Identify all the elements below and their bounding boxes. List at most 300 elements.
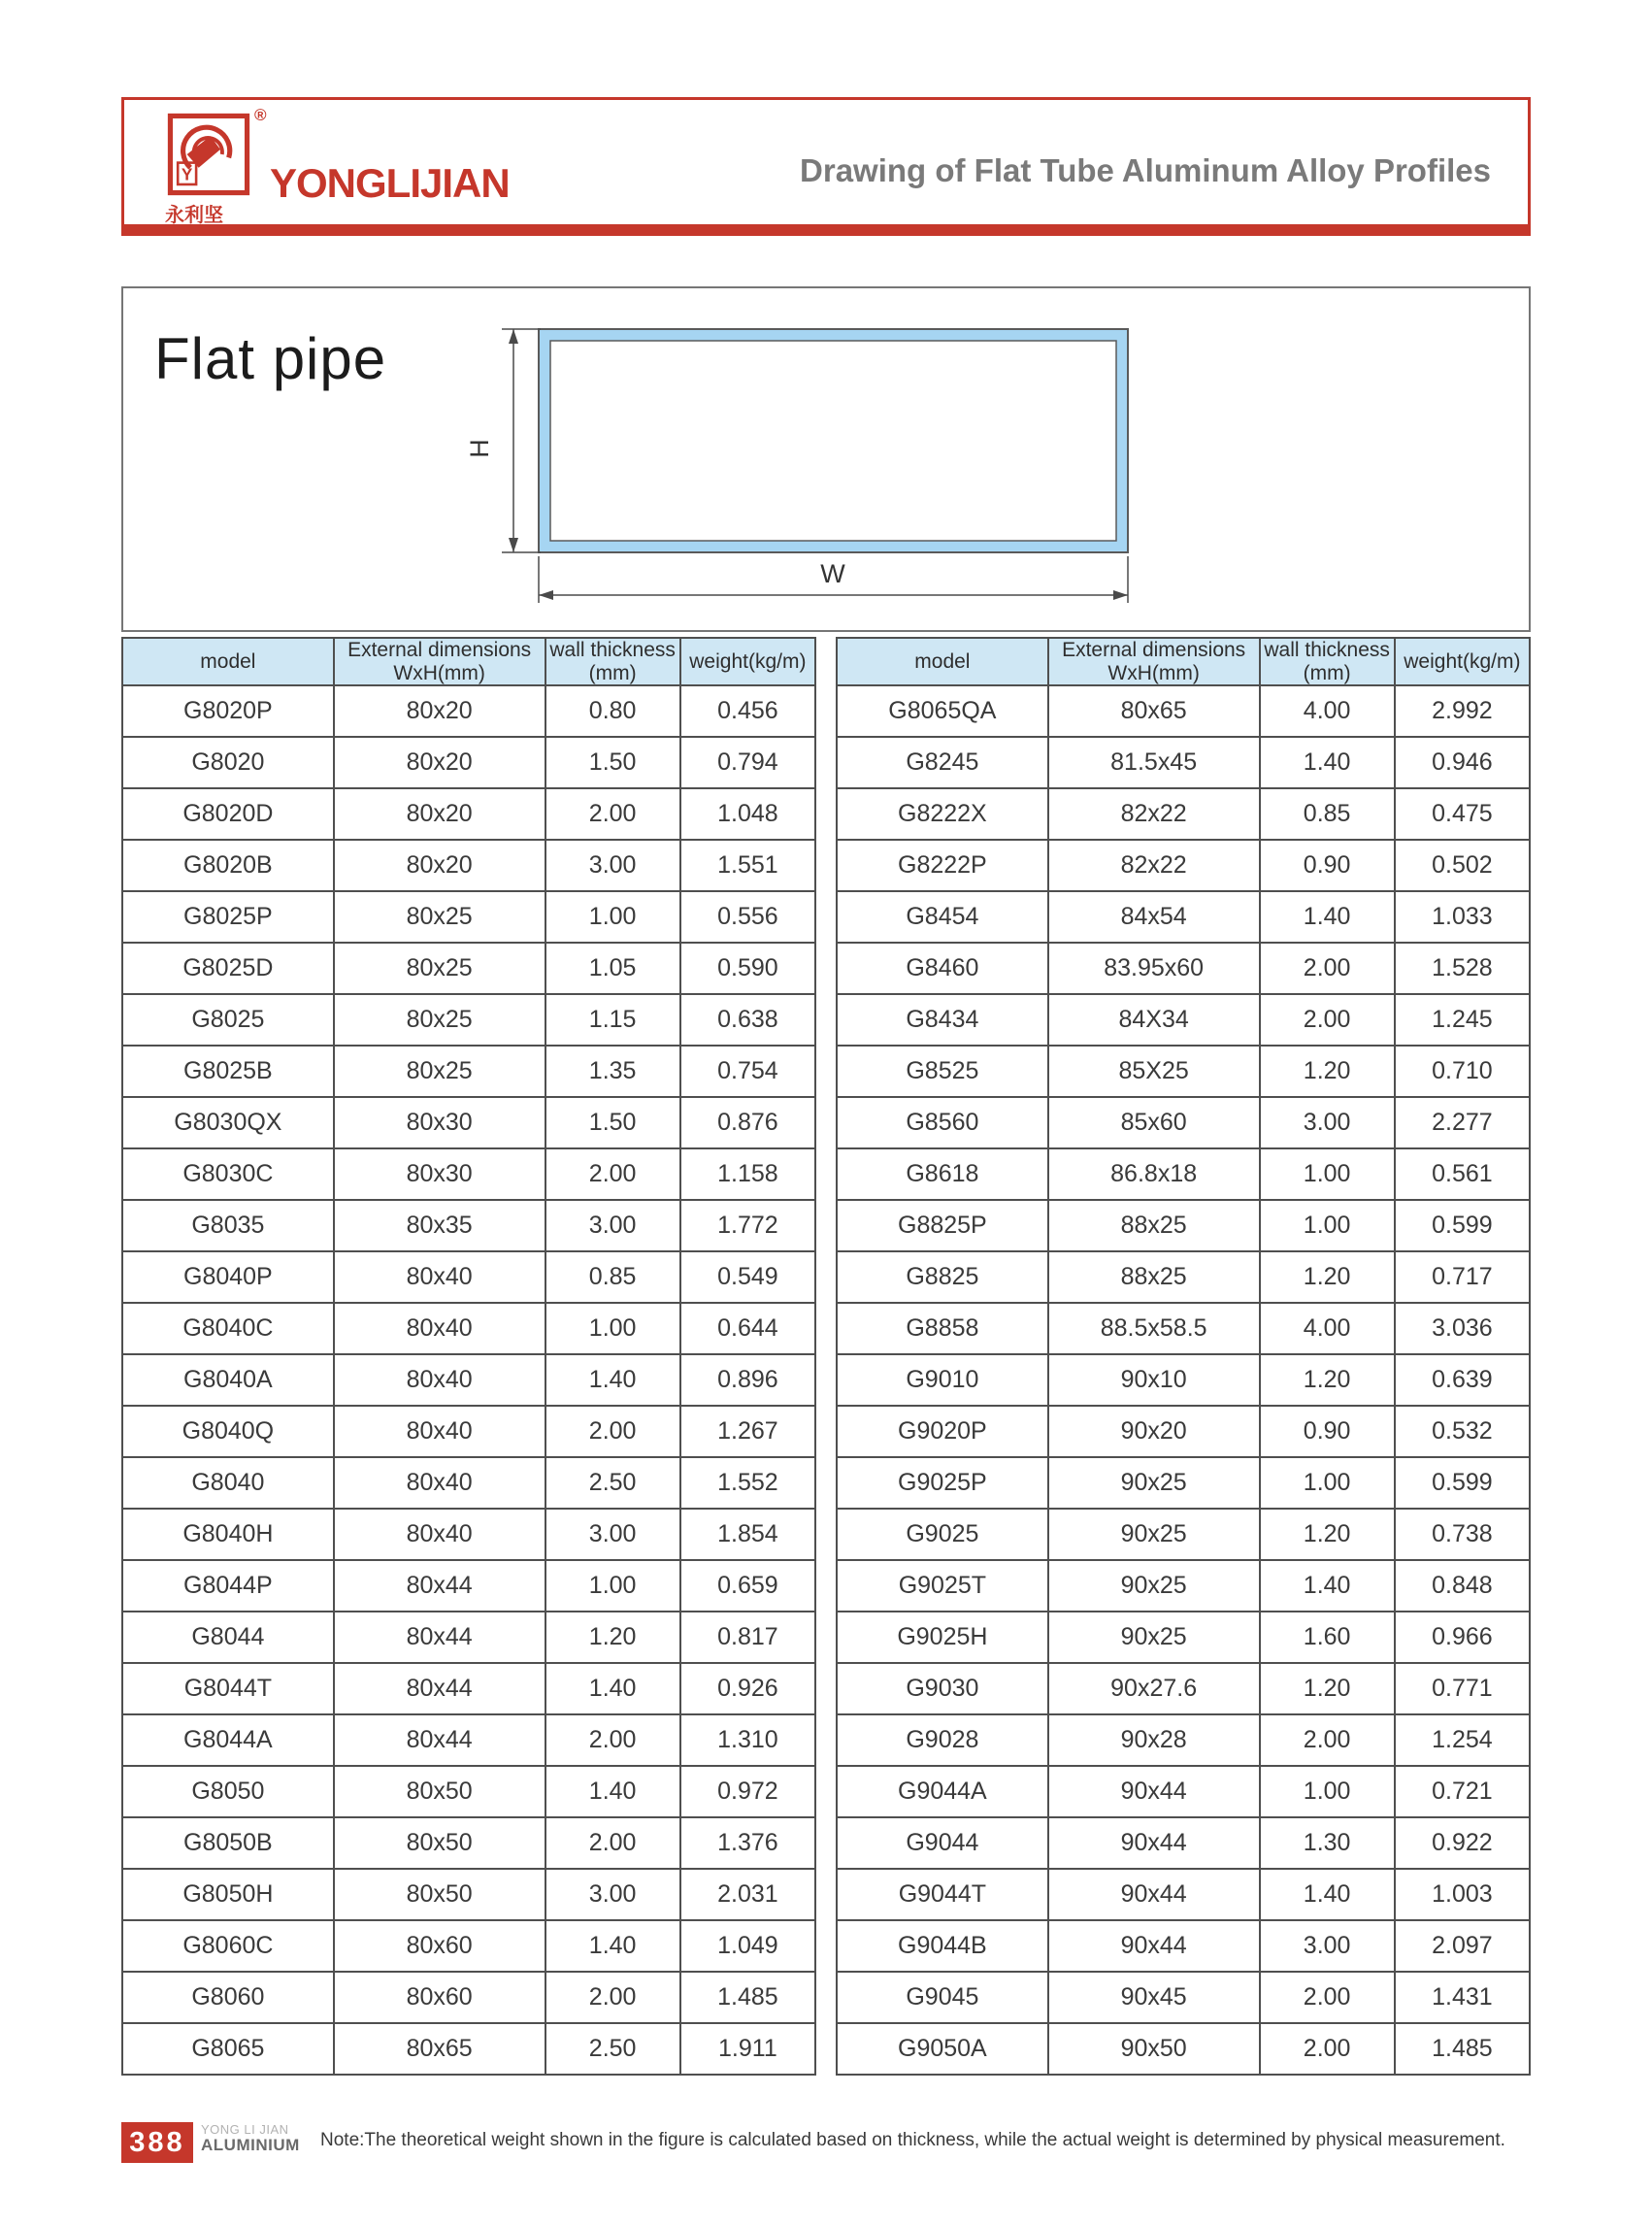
cell-weight: 0.502 bbox=[1395, 840, 1530, 891]
spec-row bbox=[837, 1560, 1530, 1612]
spec-row bbox=[122, 1200, 815, 1251]
cell-weight: 1.911 bbox=[680, 2023, 815, 2075]
cell-model: G8044P bbox=[122, 1560, 334, 1612]
spec-row bbox=[122, 737, 815, 788]
cell-wall: 1.60 bbox=[1260, 1612, 1395, 1663]
spec-row bbox=[122, 1766, 815, 1817]
cell-model: G8050H bbox=[122, 1869, 334, 1920]
cell-dims: 80x40 bbox=[334, 1251, 545, 1303]
cell-wall: 1.00 bbox=[545, 1303, 680, 1354]
cell-weight: 1.003 bbox=[1395, 1869, 1530, 1920]
col-header-model: model bbox=[837, 638, 1048, 685]
cell-wall: 0.90 bbox=[1260, 840, 1395, 891]
col-header-dimensions: External dimensions WxH(mm) bbox=[334, 638, 545, 685]
cell-model: G8025D bbox=[122, 943, 334, 994]
cell-weight: 0.817 bbox=[680, 1612, 815, 1663]
cell-weight: 0.475 bbox=[1395, 788, 1530, 840]
spec-row bbox=[837, 2023, 1530, 2075]
cell-dims: 82x22 bbox=[1048, 840, 1260, 891]
cell-wall: 2.00 bbox=[1260, 1714, 1395, 1766]
cell-dims: 81.5x45 bbox=[1048, 737, 1260, 788]
spec-row bbox=[837, 1509, 1530, 1560]
cell-wall: 2.00 bbox=[545, 1972, 680, 2023]
spec-table-right bbox=[836, 637, 1531, 2076]
yonglijian-logo-icon bbox=[167, 113, 250, 196]
spec-row bbox=[122, 1251, 815, 1303]
cell-weight: 0.966 bbox=[1395, 1612, 1530, 1663]
cell-weight: 0.922 bbox=[1395, 1817, 1530, 1869]
cell-model: G8825P bbox=[837, 1200, 1048, 1251]
cell-dims: 80x40 bbox=[334, 1457, 545, 1509]
cell-wall: 1.30 bbox=[1260, 1817, 1395, 1869]
cell-dims: 83.95x60 bbox=[1048, 943, 1260, 994]
table-header-row bbox=[837, 638, 1530, 685]
cell-model: G9025H bbox=[837, 1612, 1048, 1663]
cell-wall: 2.00 bbox=[545, 1148, 680, 1200]
spec-row bbox=[122, 1509, 815, 1560]
cell-weight: 1.049 bbox=[680, 1920, 815, 1972]
cell-model: G8040 bbox=[122, 1457, 334, 1509]
spec-row bbox=[837, 1406, 1530, 1457]
cell-wall: 1.40 bbox=[545, 1354, 680, 1406]
diagram-title: Flat pipe bbox=[154, 326, 387, 391]
cell-model: G9025 bbox=[837, 1509, 1048, 1560]
spec-row bbox=[122, 1714, 815, 1766]
cell-weight: 0.754 bbox=[680, 1046, 815, 1097]
cell-model: G8050 bbox=[122, 1766, 334, 1817]
width-dimension-label: W bbox=[820, 559, 845, 588]
spec-row bbox=[122, 1869, 815, 1920]
cell-dims: 80x65 bbox=[1048, 685, 1260, 737]
cell-dims: 90x44 bbox=[1048, 1766, 1260, 1817]
cell-weight: 1.267 bbox=[680, 1406, 815, 1457]
cell-wall: 2.00 bbox=[1260, 943, 1395, 994]
cell-weight: 0.926 bbox=[680, 1663, 815, 1714]
cell-wall: 1.40 bbox=[545, 1663, 680, 1714]
cell-dims: 80x40 bbox=[334, 1303, 545, 1354]
cell-wall: 1.05 bbox=[545, 943, 680, 994]
cell-wall: 1.20 bbox=[1260, 1046, 1395, 1097]
cell-model: G8020B bbox=[122, 840, 334, 891]
cell-dims: 80x25 bbox=[334, 891, 545, 943]
cell-wall: 1.40 bbox=[1260, 737, 1395, 788]
cell-dims: 90x50 bbox=[1048, 2023, 1260, 2075]
cell-dims: 88x25 bbox=[1048, 1251, 1260, 1303]
cell-dims: 90x25 bbox=[1048, 1509, 1260, 1560]
cell-model: G8454 bbox=[837, 891, 1048, 943]
cell-dims: 80x20 bbox=[334, 788, 545, 840]
cell-model: G8020 bbox=[122, 737, 334, 788]
cell-wall: 1.00 bbox=[1260, 1766, 1395, 1817]
cell-weight: 0.972 bbox=[680, 1766, 815, 1817]
cell-dims: 85x60 bbox=[1048, 1097, 1260, 1148]
cell-wall: 1.40 bbox=[1260, 1560, 1395, 1612]
cell-wall: 1.50 bbox=[545, 737, 680, 788]
cell-wall: 2.00 bbox=[1260, 1972, 1395, 2023]
cell-model: G9044B bbox=[837, 1920, 1048, 1972]
cell-wall: 1.00 bbox=[545, 1560, 680, 1612]
cell-dims: 80x44 bbox=[334, 1612, 545, 1663]
spec-row bbox=[837, 891, 1530, 943]
cell-model: G8525 bbox=[837, 1046, 1048, 1097]
footer-note: Note:The theoretical weight shown in the figure is calculated based on thickness, while the actual weight is determined by physical measurement. bbox=[320, 2130, 1505, 2150]
cell-dims: 84X34 bbox=[1048, 994, 1260, 1046]
cell-model: G8030QX bbox=[122, 1097, 334, 1148]
cell-model: G9030 bbox=[837, 1663, 1048, 1714]
svg-text:Y: Y bbox=[181, 164, 193, 184]
cell-model: G8025P bbox=[122, 891, 334, 943]
cell-model: G8035 bbox=[122, 1200, 334, 1251]
spec-row bbox=[122, 1354, 815, 1406]
cell-wall: 1.00 bbox=[545, 891, 680, 943]
cell-wall: 3.00 bbox=[1260, 1920, 1395, 1972]
cell-model: G8044A bbox=[122, 1714, 334, 1766]
cell-wall: 1.20 bbox=[1260, 1354, 1395, 1406]
cell-weight: 1.245 bbox=[1395, 994, 1530, 1046]
cell-model: G9025T bbox=[837, 1560, 1048, 1612]
cell-weight: 0.456 bbox=[680, 685, 815, 737]
cell-dims: 80x35 bbox=[334, 1200, 545, 1251]
spec-row bbox=[837, 840, 1530, 891]
cell-weight: 1.854 bbox=[680, 1509, 815, 1560]
spec-row bbox=[837, 1663, 1530, 1714]
cell-model: G8065QA bbox=[837, 685, 1048, 737]
cell-dims: 84x54 bbox=[1048, 891, 1260, 943]
spec-row bbox=[837, 1457, 1530, 1509]
cell-wall: 2.50 bbox=[545, 2023, 680, 2075]
height-dimension-label: H bbox=[465, 439, 494, 458]
spec-row bbox=[122, 1612, 815, 1663]
cell-wall: 0.90 bbox=[1260, 1406, 1395, 1457]
spec-row bbox=[122, 1817, 815, 1869]
cell-model: G8222X bbox=[837, 788, 1048, 840]
cell-wall: 2.00 bbox=[545, 1406, 680, 1457]
cell-model: G8560 bbox=[837, 1097, 1048, 1148]
cell-weight: 0.721 bbox=[1395, 1766, 1530, 1817]
cell-dims: 90x45 bbox=[1048, 1972, 1260, 2023]
cell-model: G8040H bbox=[122, 1509, 334, 1560]
header bbox=[121, 97, 1531, 236]
cell-dims: 80x50 bbox=[334, 1817, 545, 1869]
cell-weight: 0.848 bbox=[1395, 1560, 1530, 1612]
cell-dims: 80x40 bbox=[334, 1406, 545, 1457]
col-header-weight: weight(kg/m) bbox=[680, 638, 815, 685]
cell-weight: 0.771 bbox=[1395, 1663, 1530, 1714]
cell-dims: 90x28 bbox=[1048, 1714, 1260, 1766]
cell-model: G9044A bbox=[837, 1766, 1048, 1817]
cell-weight: 1.772 bbox=[680, 1200, 815, 1251]
spec-row bbox=[122, 1457, 815, 1509]
cell-weight: 0.644 bbox=[680, 1303, 815, 1354]
cell-wall: 3.00 bbox=[545, 1869, 680, 1920]
cell-wall: 1.40 bbox=[545, 1920, 680, 1972]
cell-model: G8065 bbox=[122, 2023, 334, 2075]
cell-dims: 80x25 bbox=[334, 943, 545, 994]
registered-trademark-icon: ® bbox=[254, 106, 267, 124]
col-header-wall-thickness: wall thickness (mm) bbox=[1260, 638, 1395, 685]
cell-dims: 80x40 bbox=[334, 1354, 545, 1406]
cell-model: G8434 bbox=[837, 994, 1048, 1046]
cell-dims: 80x30 bbox=[334, 1148, 545, 1200]
cell-model: G8040Q bbox=[122, 1406, 334, 1457]
cell-model: G8222P bbox=[837, 840, 1048, 891]
cell-wall: 1.20 bbox=[1260, 1663, 1395, 1714]
cell-wall: 1.40 bbox=[1260, 1869, 1395, 1920]
cell-model: G9044 bbox=[837, 1817, 1048, 1869]
spec-row bbox=[122, 1920, 815, 1972]
cell-weight: 1.552 bbox=[680, 1457, 815, 1509]
cell-weight: 1.033 bbox=[1395, 891, 1530, 943]
cell-weight: 2.097 bbox=[1395, 1920, 1530, 1972]
cell-wall: 1.20 bbox=[1260, 1509, 1395, 1560]
cell-weight: 0.639 bbox=[1395, 1354, 1530, 1406]
cell-wall: 1.00 bbox=[1260, 1200, 1395, 1251]
spec-row bbox=[837, 1920, 1530, 1972]
cell-weight: 1.431 bbox=[1395, 1972, 1530, 2023]
cell-wall: 1.00 bbox=[1260, 1457, 1395, 1509]
cell-model: G8060 bbox=[122, 1972, 334, 2023]
cell-dims: 80x20 bbox=[334, 840, 545, 891]
spec-row bbox=[122, 1663, 815, 1714]
cell-dims: 80x25 bbox=[334, 1046, 545, 1097]
cell-model: G8030C bbox=[122, 1148, 334, 1200]
spec-row bbox=[122, 1046, 815, 1097]
cell-wall: 1.35 bbox=[545, 1046, 680, 1097]
cell-model: G8858 bbox=[837, 1303, 1048, 1354]
cell-dims: 90x27.6 bbox=[1048, 1663, 1260, 1714]
cell-model: G8825 bbox=[837, 1251, 1048, 1303]
cell-model: G9020P bbox=[837, 1406, 1048, 1457]
cell-dims: 88.5x58.5 bbox=[1048, 1303, 1260, 1354]
cell-model: G9010 bbox=[837, 1354, 1048, 1406]
cell-model: G8245 bbox=[837, 737, 1048, 788]
table-header-row bbox=[122, 638, 815, 685]
cell-model: G8040C bbox=[122, 1303, 334, 1354]
cell-weight: 1.254 bbox=[1395, 1714, 1530, 1766]
cell-dims: 90x44 bbox=[1048, 1817, 1260, 1869]
spec-row bbox=[837, 943, 1530, 994]
cell-weight: 1.485 bbox=[1395, 2023, 1530, 2075]
cell-weight: 0.946 bbox=[1395, 737, 1530, 788]
cell-wall: 1.40 bbox=[545, 1766, 680, 1817]
cell-dims: 80x60 bbox=[334, 1920, 545, 1972]
cell-wall: 1.50 bbox=[545, 1097, 680, 1148]
cell-dims: 90x44 bbox=[1048, 1920, 1260, 1972]
spec-row bbox=[122, 2023, 815, 2075]
spec-row bbox=[122, 1303, 815, 1354]
cell-model: G8044 bbox=[122, 1612, 334, 1663]
cell-model: G9044T bbox=[837, 1869, 1048, 1920]
cell-weight: 2.277 bbox=[1395, 1097, 1530, 1148]
cell-dims: 80x44 bbox=[334, 1663, 545, 1714]
spec-row bbox=[837, 788, 1530, 840]
page-title: Drawing of Flat Tube Aluminum Alloy Profiles bbox=[800, 152, 1491, 188]
cell-model: G9050A bbox=[837, 2023, 1048, 2075]
cell-wall: 1.00 bbox=[1260, 1148, 1395, 1200]
cell-dims: 80x30 bbox=[334, 1097, 545, 1148]
cell-weight: 1.485 bbox=[680, 1972, 815, 2023]
spec-row bbox=[837, 994, 1530, 1046]
spec-row bbox=[122, 1972, 815, 2023]
cell-model: G8040P bbox=[122, 1251, 334, 1303]
cell-dims: 80x25 bbox=[334, 994, 545, 1046]
cell-weight: 1.158 bbox=[680, 1148, 815, 1200]
spec-row bbox=[122, 685, 815, 737]
cell-weight: 0.876 bbox=[680, 1097, 815, 1148]
cell-dims: 80x65 bbox=[334, 2023, 545, 2075]
cell-model: G8460 bbox=[837, 943, 1048, 994]
cell-weight: 0.717 bbox=[1395, 1251, 1530, 1303]
spec-table-left bbox=[121, 637, 816, 2076]
cell-wall: 2.50 bbox=[545, 1457, 680, 1509]
cell-wall: 2.00 bbox=[545, 1817, 680, 1869]
cell-dims: 86.8x18 bbox=[1048, 1148, 1260, 1200]
footer-brand-name: YONG LI JIAN bbox=[201, 2122, 289, 2137]
cell-weight: 0.599 bbox=[1395, 1200, 1530, 1251]
cell-wall: 1.15 bbox=[545, 994, 680, 1046]
cell-weight: 0.532 bbox=[1395, 1406, 1530, 1457]
cell-dims: 80x44 bbox=[334, 1714, 545, 1766]
page-number-badge: 388 bbox=[121, 2122, 193, 2163]
cell-weight: 1.048 bbox=[680, 788, 815, 840]
cell-weight: 1.551 bbox=[680, 840, 815, 891]
cell-model: G8050B bbox=[122, 1817, 334, 1869]
spec-row bbox=[122, 891, 815, 943]
cell-dims: 90x25 bbox=[1048, 1612, 1260, 1663]
spec-row bbox=[837, 1354, 1530, 1406]
cell-dims: 80x40 bbox=[334, 1509, 545, 1560]
flat-tube-drawing bbox=[123, 288, 1529, 630]
spec-row bbox=[837, 1097, 1530, 1148]
spec-row bbox=[837, 1251, 1530, 1303]
cell-wall: 1.20 bbox=[1260, 1251, 1395, 1303]
spec-row bbox=[837, 1148, 1530, 1200]
cell-dims: 88x25 bbox=[1048, 1200, 1260, 1251]
cell-weight: 0.896 bbox=[680, 1354, 815, 1406]
cell-model: G8025 bbox=[122, 994, 334, 1046]
spec-row bbox=[122, 788, 815, 840]
cell-dims: 90x44 bbox=[1048, 1869, 1260, 1920]
cell-weight: 1.528 bbox=[1395, 943, 1530, 994]
cell-dims: 90x20 bbox=[1048, 1406, 1260, 1457]
cell-dims: 82x22 bbox=[1048, 788, 1260, 840]
cell-weight: 3.036 bbox=[1395, 1303, 1530, 1354]
cell-wall: 2.00 bbox=[1260, 2023, 1395, 2075]
cell-weight: 0.659 bbox=[680, 1560, 815, 1612]
spec-row bbox=[122, 1406, 815, 1457]
cell-wall: 2.00 bbox=[545, 1714, 680, 1766]
cell-dims: 90x25 bbox=[1048, 1457, 1260, 1509]
cell-dims: 80x50 bbox=[334, 1766, 545, 1817]
cell-wall: 0.85 bbox=[1260, 788, 1395, 840]
spec-row bbox=[837, 685, 1530, 737]
cell-model: G9025P bbox=[837, 1457, 1048, 1509]
brand-chinese: 永利坚 bbox=[165, 205, 223, 226]
cell-weight: 0.561 bbox=[1395, 1148, 1530, 1200]
spec-row bbox=[837, 1766, 1530, 1817]
footer-brand-aluminium: ALUMINIUM bbox=[201, 2136, 300, 2155]
spec-row bbox=[837, 1303, 1530, 1354]
cell-dims: 90x10 bbox=[1048, 1354, 1260, 1406]
cell-weight: 0.794 bbox=[680, 737, 815, 788]
cell-wall: 1.40 bbox=[1260, 891, 1395, 943]
spec-row bbox=[837, 1714, 1530, 1766]
cell-model: G8020D bbox=[122, 788, 334, 840]
cell-wall: 2.00 bbox=[1260, 994, 1395, 1046]
cell-dims: 85X25 bbox=[1048, 1046, 1260, 1097]
cell-weight: 1.310 bbox=[680, 1714, 815, 1766]
spec-row bbox=[122, 1148, 815, 1200]
cell-model: G8020P bbox=[122, 685, 334, 737]
footer-brand bbox=[201, 2123, 300, 2155]
cell-model: G8060C bbox=[122, 1920, 334, 1972]
spec-tables bbox=[121, 637, 1531, 2076]
cell-dims: 80x20 bbox=[334, 737, 545, 788]
col-header-model: model bbox=[122, 638, 334, 685]
cell-wall: 1.20 bbox=[545, 1612, 680, 1663]
cell-model: G8618 bbox=[837, 1148, 1048, 1200]
cell-weight: 0.549 bbox=[680, 1251, 815, 1303]
cell-model: G8025B bbox=[122, 1046, 334, 1097]
cell-wall: 0.80 bbox=[545, 685, 680, 737]
cell-dims: 80x44 bbox=[334, 1560, 545, 1612]
spec-row bbox=[837, 1817, 1530, 1869]
cell-weight: 2.031 bbox=[680, 1869, 815, 1920]
spec-row bbox=[837, 1200, 1530, 1251]
cell-wall: 4.00 bbox=[1260, 1303, 1395, 1354]
cell-wall: 3.00 bbox=[1260, 1097, 1395, 1148]
spec-row bbox=[837, 737, 1530, 788]
cell-model: G8040A bbox=[122, 1354, 334, 1406]
spec-row bbox=[837, 1046, 1530, 1097]
cell-model: G9045 bbox=[837, 1972, 1048, 2023]
spec-row bbox=[837, 1869, 1530, 1920]
spec-row bbox=[122, 943, 815, 994]
spec-row bbox=[122, 1560, 815, 1612]
spec-row bbox=[122, 1097, 815, 1148]
spec-row bbox=[837, 1612, 1530, 1663]
spec-row bbox=[122, 994, 815, 1046]
spec-row bbox=[122, 840, 815, 891]
cell-weight: 0.590 bbox=[680, 943, 815, 994]
col-header-wall-thickness: wall thickness (mm) bbox=[545, 638, 680, 685]
cell-model: G8044T bbox=[122, 1663, 334, 1714]
diagram-section bbox=[121, 286, 1531, 632]
col-header-weight: weight(kg/m) bbox=[1395, 638, 1530, 685]
cell-dims: 80x20 bbox=[334, 685, 545, 737]
col-header-dimensions: External dimensions WxH(mm) bbox=[1048, 638, 1260, 685]
cell-wall: 3.00 bbox=[545, 1509, 680, 1560]
cell-dims: 80x60 bbox=[334, 1972, 545, 2023]
cell-weight: 0.638 bbox=[680, 994, 815, 1046]
cell-dims: 90x25 bbox=[1048, 1560, 1260, 1612]
cell-weight: 0.556 bbox=[680, 891, 815, 943]
cell-wall: 3.00 bbox=[545, 1200, 680, 1251]
brand-name: YONGLIJIAN bbox=[270, 160, 510, 206]
cell-wall: 0.85 bbox=[545, 1251, 680, 1303]
spec-row bbox=[837, 1972, 1530, 2023]
cell-wall: 2.00 bbox=[545, 788, 680, 840]
cell-wall: 3.00 bbox=[545, 840, 680, 891]
cell-wall: 4.00 bbox=[1260, 685, 1395, 737]
cell-model: G9028 bbox=[837, 1714, 1048, 1766]
cell-weight: 0.599 bbox=[1395, 1457, 1530, 1509]
cell-dims: 80x50 bbox=[334, 1869, 545, 1920]
cell-weight: 2.992 bbox=[1395, 685, 1530, 737]
cell-weight: 1.376 bbox=[680, 1817, 815, 1869]
cell-weight: 0.710 bbox=[1395, 1046, 1530, 1097]
cell-weight: 0.738 bbox=[1395, 1509, 1530, 1560]
